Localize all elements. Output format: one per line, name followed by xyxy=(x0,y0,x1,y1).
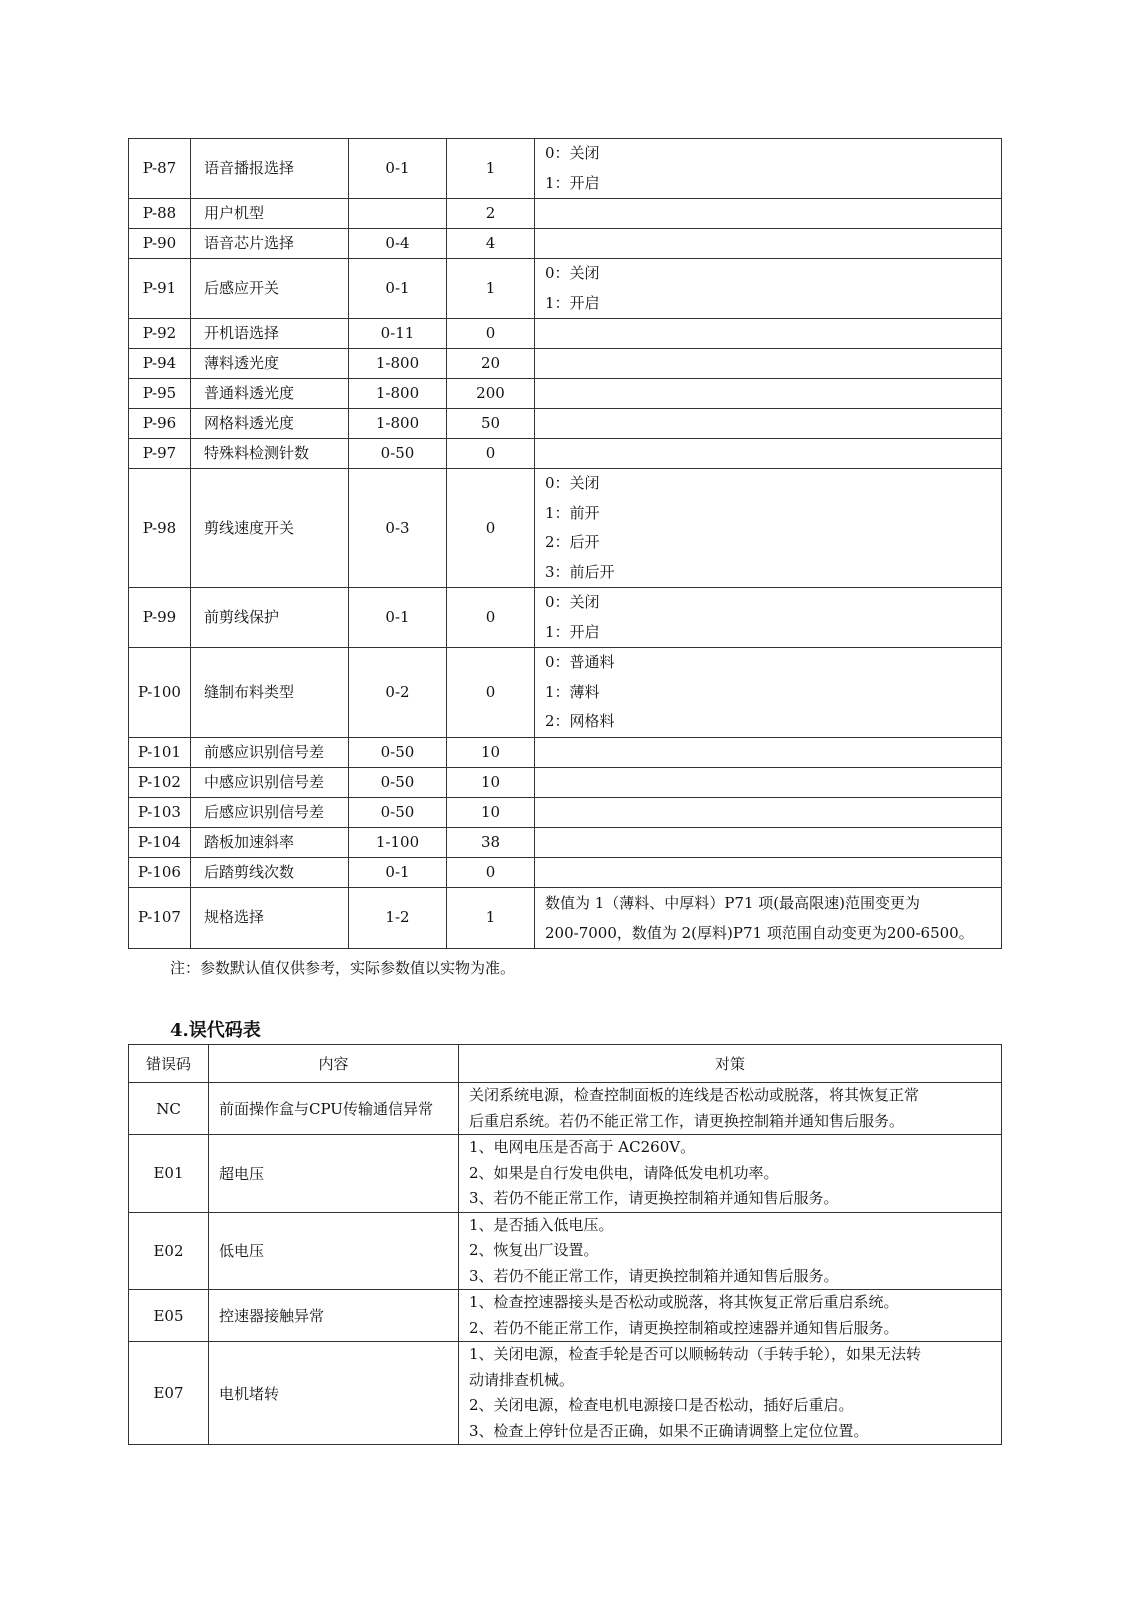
parameter-default: 10 xyxy=(447,767,535,797)
solution-line: 3、若仍不能正常工作，请更换控制箱并通知售后服务。 xyxy=(469,1266,839,1285)
parameter-row xyxy=(129,439,1002,469)
header-solution: 对策 xyxy=(459,1045,1002,1083)
parameter-range: 0-50 xyxy=(349,797,447,827)
parameter-code: P-100 xyxy=(129,648,191,738)
parameter-description xyxy=(535,229,1002,259)
error-content: 低电压 xyxy=(209,1212,459,1290)
error-code: E01 xyxy=(129,1135,209,1213)
error-code-table xyxy=(128,1044,1002,1445)
parameter-row xyxy=(129,648,1002,738)
header-error-code: 错误码 xyxy=(129,1045,209,1083)
parameter-description xyxy=(535,648,1002,738)
parameter-option: 数值为 1（薄料、中厚料）P71 项(最高限速)范围变更为 xyxy=(545,893,920,912)
parameter-row xyxy=(129,379,1002,409)
error-solution xyxy=(459,1083,1002,1135)
error-row xyxy=(129,1212,1002,1290)
parameter-name: 前感应识别信号差 xyxy=(191,737,349,767)
parameter-row xyxy=(129,469,1002,588)
parameter-range: 0-1 xyxy=(349,259,447,319)
parameter-default: 4 xyxy=(447,229,535,259)
parameter-table xyxy=(128,138,1002,949)
error-solution xyxy=(459,1135,1002,1213)
parameter-range: 1-800 xyxy=(349,379,447,409)
parameter-option: 1：前开 xyxy=(545,503,600,522)
parameter-row xyxy=(129,797,1002,827)
parameter-name: 语音芯片选择 xyxy=(191,229,349,259)
parameter-code: P-103 xyxy=(129,797,191,827)
parameter-code: P-102 xyxy=(129,767,191,797)
parameter-row xyxy=(129,409,1002,439)
parameter-name: 规格选择 xyxy=(191,887,349,948)
error-code: E02 xyxy=(129,1212,209,1290)
parameter-name: 薄料透光度 xyxy=(191,349,349,379)
parameter-option: 2：后开 xyxy=(545,533,600,551)
error-content: 超电压 xyxy=(209,1135,459,1213)
solution-line: 动请排查机械。 xyxy=(469,1370,575,1389)
parameter-row xyxy=(129,319,1002,349)
parameter-row xyxy=(129,139,1002,199)
parameter-option: 1：开启 xyxy=(545,622,600,641)
parameter-default: 1 xyxy=(447,259,535,319)
solution-line: 1、关闭电源，检查手轮是否可以顺畅转动（手转手轮），如果无法转 xyxy=(469,1345,922,1363)
parameter-description xyxy=(535,319,1002,349)
parameter-option: 1：开启 xyxy=(545,173,600,192)
parameter-description xyxy=(535,409,1002,439)
parameter-default: 0 xyxy=(447,439,535,469)
parameter-description xyxy=(535,827,1002,857)
parameter-range: 1-800 xyxy=(349,409,447,439)
parameter-description xyxy=(535,199,1002,229)
parameter-default: 1 xyxy=(447,887,535,948)
parameter-description xyxy=(535,439,1002,469)
error-solution xyxy=(459,1342,1002,1445)
parameter-default: 0 xyxy=(447,319,535,349)
parameter-option: 0：关闭 xyxy=(545,264,600,282)
parameter-name: 普通料透光度 xyxy=(191,379,349,409)
parameter-description xyxy=(535,797,1002,827)
parameter-name: 后感应识别信号差 xyxy=(191,797,349,827)
parameter-code: P-90 xyxy=(129,229,191,259)
section-title: 4.误代码表 xyxy=(170,1020,261,1041)
header-content: 内容 xyxy=(209,1045,459,1083)
parameter-range xyxy=(349,199,447,229)
parameter-default: 2 xyxy=(447,199,535,229)
parameter-name: 后感应开关 xyxy=(191,259,349,319)
parameter-description xyxy=(535,139,1002,199)
parameter-row xyxy=(129,737,1002,767)
parameter-default: 20 xyxy=(447,349,535,379)
parameter-option: 1：开启 xyxy=(545,293,600,312)
parameter-range: 0-1 xyxy=(349,857,447,887)
parameter-description xyxy=(535,469,1002,588)
parameter-row xyxy=(129,229,1002,259)
error-content: 前面操作盒与CPU传输通信异常 xyxy=(209,1083,459,1135)
parameter-name: 用户机型 xyxy=(191,199,349,229)
error-row xyxy=(129,1083,1002,1135)
parameter-default: 38 xyxy=(447,827,535,857)
parameter-range: 0-1 xyxy=(349,139,447,199)
parameter-default: 200 xyxy=(447,379,535,409)
parameter-code: P-88 xyxy=(129,199,191,229)
parameter-description xyxy=(535,767,1002,797)
parameter-code: P-92 xyxy=(129,319,191,349)
parameter-default: 10 xyxy=(447,737,535,767)
parameter-code: P-101 xyxy=(129,737,191,767)
parameter-default: 0 xyxy=(447,648,535,738)
parameter-default: 0 xyxy=(447,588,535,648)
parameter-option: 0：普通料 xyxy=(545,653,615,671)
solution-line: 1、检查控速器接头是否松动或脱落，将其恢复正常后重启系统。 xyxy=(469,1293,899,1311)
parameter-code: P-97 xyxy=(129,439,191,469)
parameter-row xyxy=(129,199,1002,229)
parameter-code: P-87 xyxy=(129,139,191,199)
solution-line: 2、如果是自行发电供电，请降低发电机功率。 xyxy=(469,1163,779,1182)
solution-line: 3、检查上停针位是否正确，如果不正确请调整上定位位置。 xyxy=(469,1421,869,1440)
parameter-option: 0：关闭 xyxy=(545,593,600,611)
parameter-code: P-94 xyxy=(129,349,191,379)
parameter-name: 缝制布料类型 xyxy=(191,648,349,738)
error-solution xyxy=(459,1290,1002,1342)
parameter-name: 前剪线保护 xyxy=(191,588,349,648)
parameter-code: P-107 xyxy=(129,887,191,948)
parameter-option: 200-7000，数值为 2(厚料)P71 项范围自动变更为200-6500。 xyxy=(545,923,974,942)
parameter-description xyxy=(535,737,1002,767)
error-row xyxy=(129,1135,1002,1213)
parameter-description xyxy=(535,379,1002,409)
parameter-row xyxy=(129,887,1002,948)
parameter-range: 1-800 xyxy=(349,349,447,379)
parameter-option: 1：薄料 xyxy=(545,682,600,701)
parameter-name: 踏板加速斜率 xyxy=(191,827,349,857)
parameter-code: P-95 xyxy=(129,379,191,409)
error-code: NC xyxy=(129,1083,209,1135)
parameter-description xyxy=(535,588,1002,648)
error-row xyxy=(129,1290,1002,1342)
parameter-code: P-99 xyxy=(129,588,191,648)
parameter-range: 0-50 xyxy=(349,439,447,469)
parameter-range: 1-100 xyxy=(349,827,447,857)
solution-line: 2、若仍不能正常工作，请更换控制箱或控速器并通知售后服务。 xyxy=(469,1318,899,1337)
parameter-name: 剪线速度开关 xyxy=(191,469,349,588)
parameter-range: 0-50 xyxy=(349,767,447,797)
parameter-code: P-96 xyxy=(129,409,191,439)
parameter-row xyxy=(129,857,1002,887)
parameter-default: 50 xyxy=(447,409,535,439)
parameter-range: 0-2 xyxy=(349,648,447,738)
parameter-row xyxy=(129,767,1002,797)
error-table-header-row xyxy=(129,1045,1002,1083)
parameter-description xyxy=(535,349,1002,379)
parameter-row xyxy=(129,588,1002,648)
parameter-description xyxy=(535,857,1002,887)
parameter-description xyxy=(535,887,1002,948)
solution-line: 后重启系统。若仍不能正常工作，请更换控制箱并通知售后服务。 xyxy=(469,1111,905,1130)
parameter-code: P-106 xyxy=(129,857,191,887)
error-solution xyxy=(459,1212,1002,1290)
parameter-default: 0 xyxy=(447,469,535,588)
parameter-row xyxy=(129,259,1002,319)
parameter-range: 0-3 xyxy=(349,469,447,588)
solution-line: 3、若仍不能正常工作，请更换控制箱并通知售后服务。 xyxy=(469,1189,839,1207)
parameter-name: 后踏剪线次数 xyxy=(191,857,349,887)
parameter-code: P-91 xyxy=(129,259,191,319)
solution-line: 2、关闭电源，检查电机电源接口是否松动，插好后重启。 xyxy=(469,1396,854,1414)
parameter-description xyxy=(535,259,1002,319)
parameter-row xyxy=(129,827,1002,857)
parameter-name: 特殊料检测针数 xyxy=(191,439,349,469)
parameter-default: 1 xyxy=(447,139,535,199)
parameter-option: 0：关闭 xyxy=(545,474,600,492)
parameter-code: P-104 xyxy=(129,827,191,857)
parameter-range: 0-1 xyxy=(349,588,447,648)
solution-line: 1、是否插入低电压。 xyxy=(469,1215,614,1234)
error-row xyxy=(129,1342,1002,1445)
parameter-name: 开机语选择 xyxy=(191,319,349,349)
error-code: E07 xyxy=(129,1342,209,1445)
parameter-code: P-98 xyxy=(129,469,191,588)
error-content: 电机堵转 xyxy=(209,1342,459,1445)
solution-line: 2、恢复出厂设置。 xyxy=(469,1241,599,1259)
parameter-default: 0 xyxy=(447,857,535,887)
parameter-row xyxy=(129,349,1002,379)
error-content: 控速器接触异常 xyxy=(209,1290,459,1342)
parameter-range: 0-50 xyxy=(349,737,447,767)
parameter-option: 3：前后开 xyxy=(545,562,615,581)
solution-line: 关闭系统电源，检查控制面板的连线是否松动或脱落，将其恢复正常 xyxy=(469,1086,920,1104)
parameter-range: 1-2 xyxy=(349,887,447,948)
parameter-option: 0：关闭 xyxy=(545,144,600,162)
solution-line: 1、电网电压是否高于 AC260V。 xyxy=(469,1138,696,1156)
parameter-name: 网格料透光度 xyxy=(191,409,349,439)
parameter-note: 注：参数默认值仅供参考，实际参数值以实物为准。 xyxy=(170,959,516,977)
parameter-default: 10 xyxy=(447,797,535,827)
parameter-name: 中感应识别信号差 xyxy=(191,767,349,797)
parameter-range: 0-4 xyxy=(349,229,447,259)
error-code: E05 xyxy=(129,1290,209,1342)
parameter-option: 2：网格料 xyxy=(545,712,615,730)
parameter-name: 语音播报选择 xyxy=(191,139,349,199)
parameter-range: 0-11 xyxy=(349,319,447,349)
